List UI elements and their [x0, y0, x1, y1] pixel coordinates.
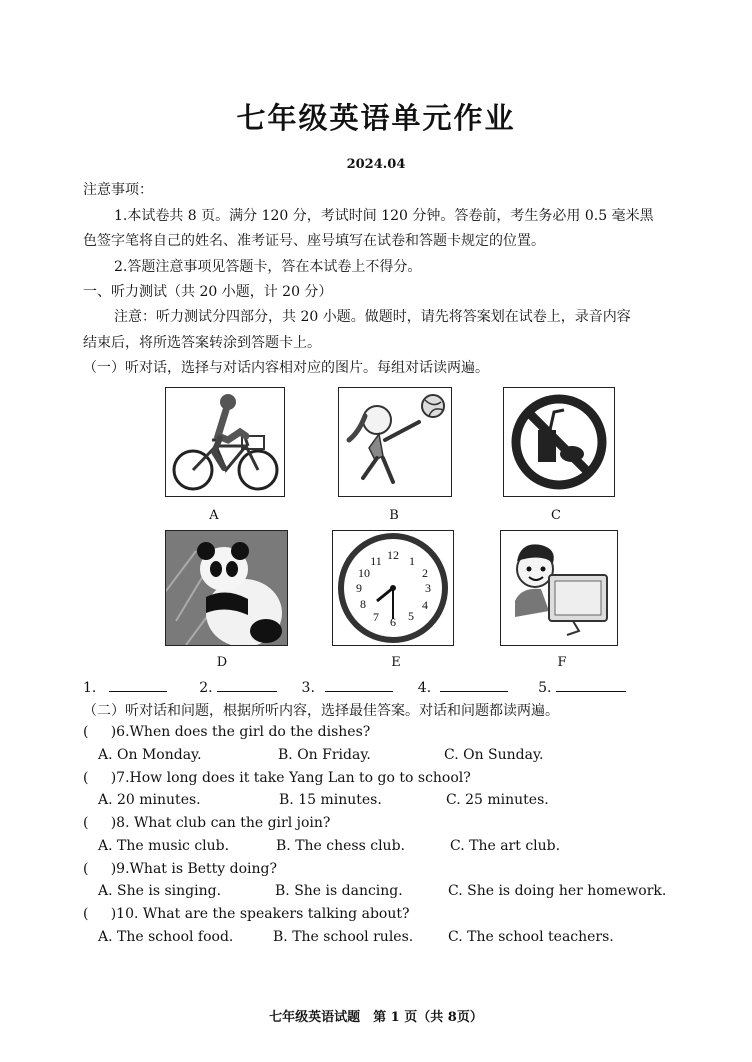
clock-number-4: 4 — [422, 598, 428, 612]
blank-label-2: 2. — [199, 680, 213, 696]
clock-number-9: 9 — [356, 581, 362, 595]
clock-number-12: 12 — [387, 548, 399, 562]
question-9-option-a: A. She is singing. — [98, 883, 222, 899]
clock-icon — [333, 531, 453, 645]
picture-f-boy-computer — [500, 530, 618, 646]
answer-paren[interactable]: ( — [83, 724, 111, 740]
question-10-option-a: A. The school food. — [98, 929, 234, 945]
question-10-stem: )10. What are the speakers talking about? — [110, 906, 410, 922]
picture-d-panda — [165, 530, 288, 646]
picture-b-girl-volleyball — [338, 387, 452, 497]
question-7-option-a: A. 20 minutes. — [98, 792, 201, 808]
picture-a-label: A — [209, 508, 219, 523]
picture-f-label: F — [557, 655, 567, 670]
clock-number-7: 7 — [373, 610, 379, 624]
section-1-note-line-2: 结束后，将所选答案转涂到答题卡上。 — [83, 335, 321, 351]
question-6-option-c: C. On Sunday. — [444, 747, 544, 763]
answer-blank-2[interactable] — [217, 679, 277, 692]
question-9-stem: )9.What is Betty doing? — [110, 861, 278, 877]
question-9-option-c: C. She is doing her homework. — [448, 883, 667, 899]
answer-paren[interactable]: ( — [83, 770, 111, 786]
question-6-stem: )6.When does the girl do the dishes? — [110, 724, 371, 740]
question-10 — [83, 906, 409, 922]
page-footer: 七年级英语试题 第 1 页（共 8页） — [269, 1010, 483, 1025]
blank-label-4: 4. — [417, 680, 432, 696]
no-food-sign-icon — [504, 388, 614, 496]
notice-item-1-line-2: 色签字笔将自己的姓名、准考证号、座号填写在试卷和答题卡规定的位置。 — [83, 233, 545, 249]
clock-number-6: 6 — [390, 615, 396, 629]
clock-number-2: 2 — [422, 566, 428, 580]
question-6-option-b: B. On Friday. — [278, 747, 371, 763]
picture-d-label: D — [216, 655, 228, 670]
panda-icon — [166, 531, 287, 645]
answer-paren[interactable]: ( — [83, 815, 111, 831]
blank-label-3: 3. — [301, 680, 315, 696]
section-1-note-line-1: 注意：听力测试分四部分，共 20 小题。做题时，请先将答案划在试卷上，录音内容 — [114, 309, 631, 325]
picture-c-no-food-sign — [503, 387, 615, 497]
question-7-option-c: C. 25 minutes. — [446, 792, 549, 808]
picture-c-label: C — [551, 508, 561, 523]
answer-blank-3[interactable] — [325, 679, 393, 692]
question-8-option-c: C. The art club. — [450, 838, 561, 854]
clock-number-10: 10 — [358, 566, 370, 580]
page-title: 七年级英语单元作业 — [236, 101, 516, 135]
question-8-option-b: B. The chess club. — [276, 838, 405, 854]
clock-number-5: 5 — [408, 609, 414, 623]
clock-number-11: 11 — [370, 554, 382, 568]
part-2-heading: （二）听对话和问题，根据所听内容，选择最佳答案。对话和问题都读两遍。 — [83, 703, 559, 719]
blank-label-5: 5. — [538, 680, 552, 696]
clock-number-1: 1 — [409, 554, 415, 568]
picture-b-label: B — [389, 508, 399, 523]
question-8 — [83, 815, 330, 831]
notice-heading: 注意事项： — [83, 182, 153, 198]
computer-boy-icon — [501, 531, 617, 645]
question-8-option-a: A. The music club. — [98, 838, 230, 854]
volleyball-girl-icon — [339, 388, 451, 496]
part-1-heading: （一）听对话，选择与对话内容相对应的图片。每组对话读两遍。 — [83, 360, 489, 376]
answer-blank-1[interactable] — [109, 679, 167, 692]
clock-number-8: 8 — [360, 597, 366, 611]
exam-date: 2024.04 — [346, 157, 406, 172]
blank-label-1: 1. — [83, 680, 97, 696]
answer-paren[interactable]: ( — [83, 861, 111, 877]
section-1-heading: 一、听力测试（共 20 小题，计 20 分） — [83, 284, 333, 300]
question-6-option-a: A. On Monday. — [98, 747, 202, 763]
answer-blanks-row — [83, 679, 626, 696]
question-6 — [83, 724, 370, 740]
picture-e-clock — [332, 530, 454, 646]
answer-blank-4[interactable] — [440, 679, 508, 692]
question-9 — [83, 861, 277, 877]
question-7-option-b: B. 15 minutes. — [279, 792, 382, 808]
notice-item-1-line-1: 1.本试卷共 8 页。满分 120 分，考试时间 120 分钟。答卷前，考生务必用 0.5 毫米黑 — [114, 208, 654, 224]
answer-blank-5[interactable] — [556, 679, 626, 692]
question-9-option-b: B. She is dancing. — [275, 883, 403, 899]
cyclist-icon — [166, 388, 284, 496]
question-10-option-b: B. The school rules. — [273, 929, 414, 945]
notice-item-2: 2.答题注意事项见答题卡，答在本试卷上不得分。 — [114, 259, 422, 275]
answer-paren[interactable]: ( — [83, 906, 111, 922]
question-8-stem: )8. What club can the girl join? — [110, 815, 331, 831]
clock-number-3: 3 — [425, 581, 431, 595]
picture-a-cyclist — [165, 387, 285, 497]
question-10-option-c: C. The school teachers. — [448, 929, 614, 945]
picture-e-label: E — [391, 655, 401, 670]
question-7-stem: )7.How long does it take Yang Lan to go to school? — [110, 770, 471, 786]
question-7 — [83, 770, 471, 786]
